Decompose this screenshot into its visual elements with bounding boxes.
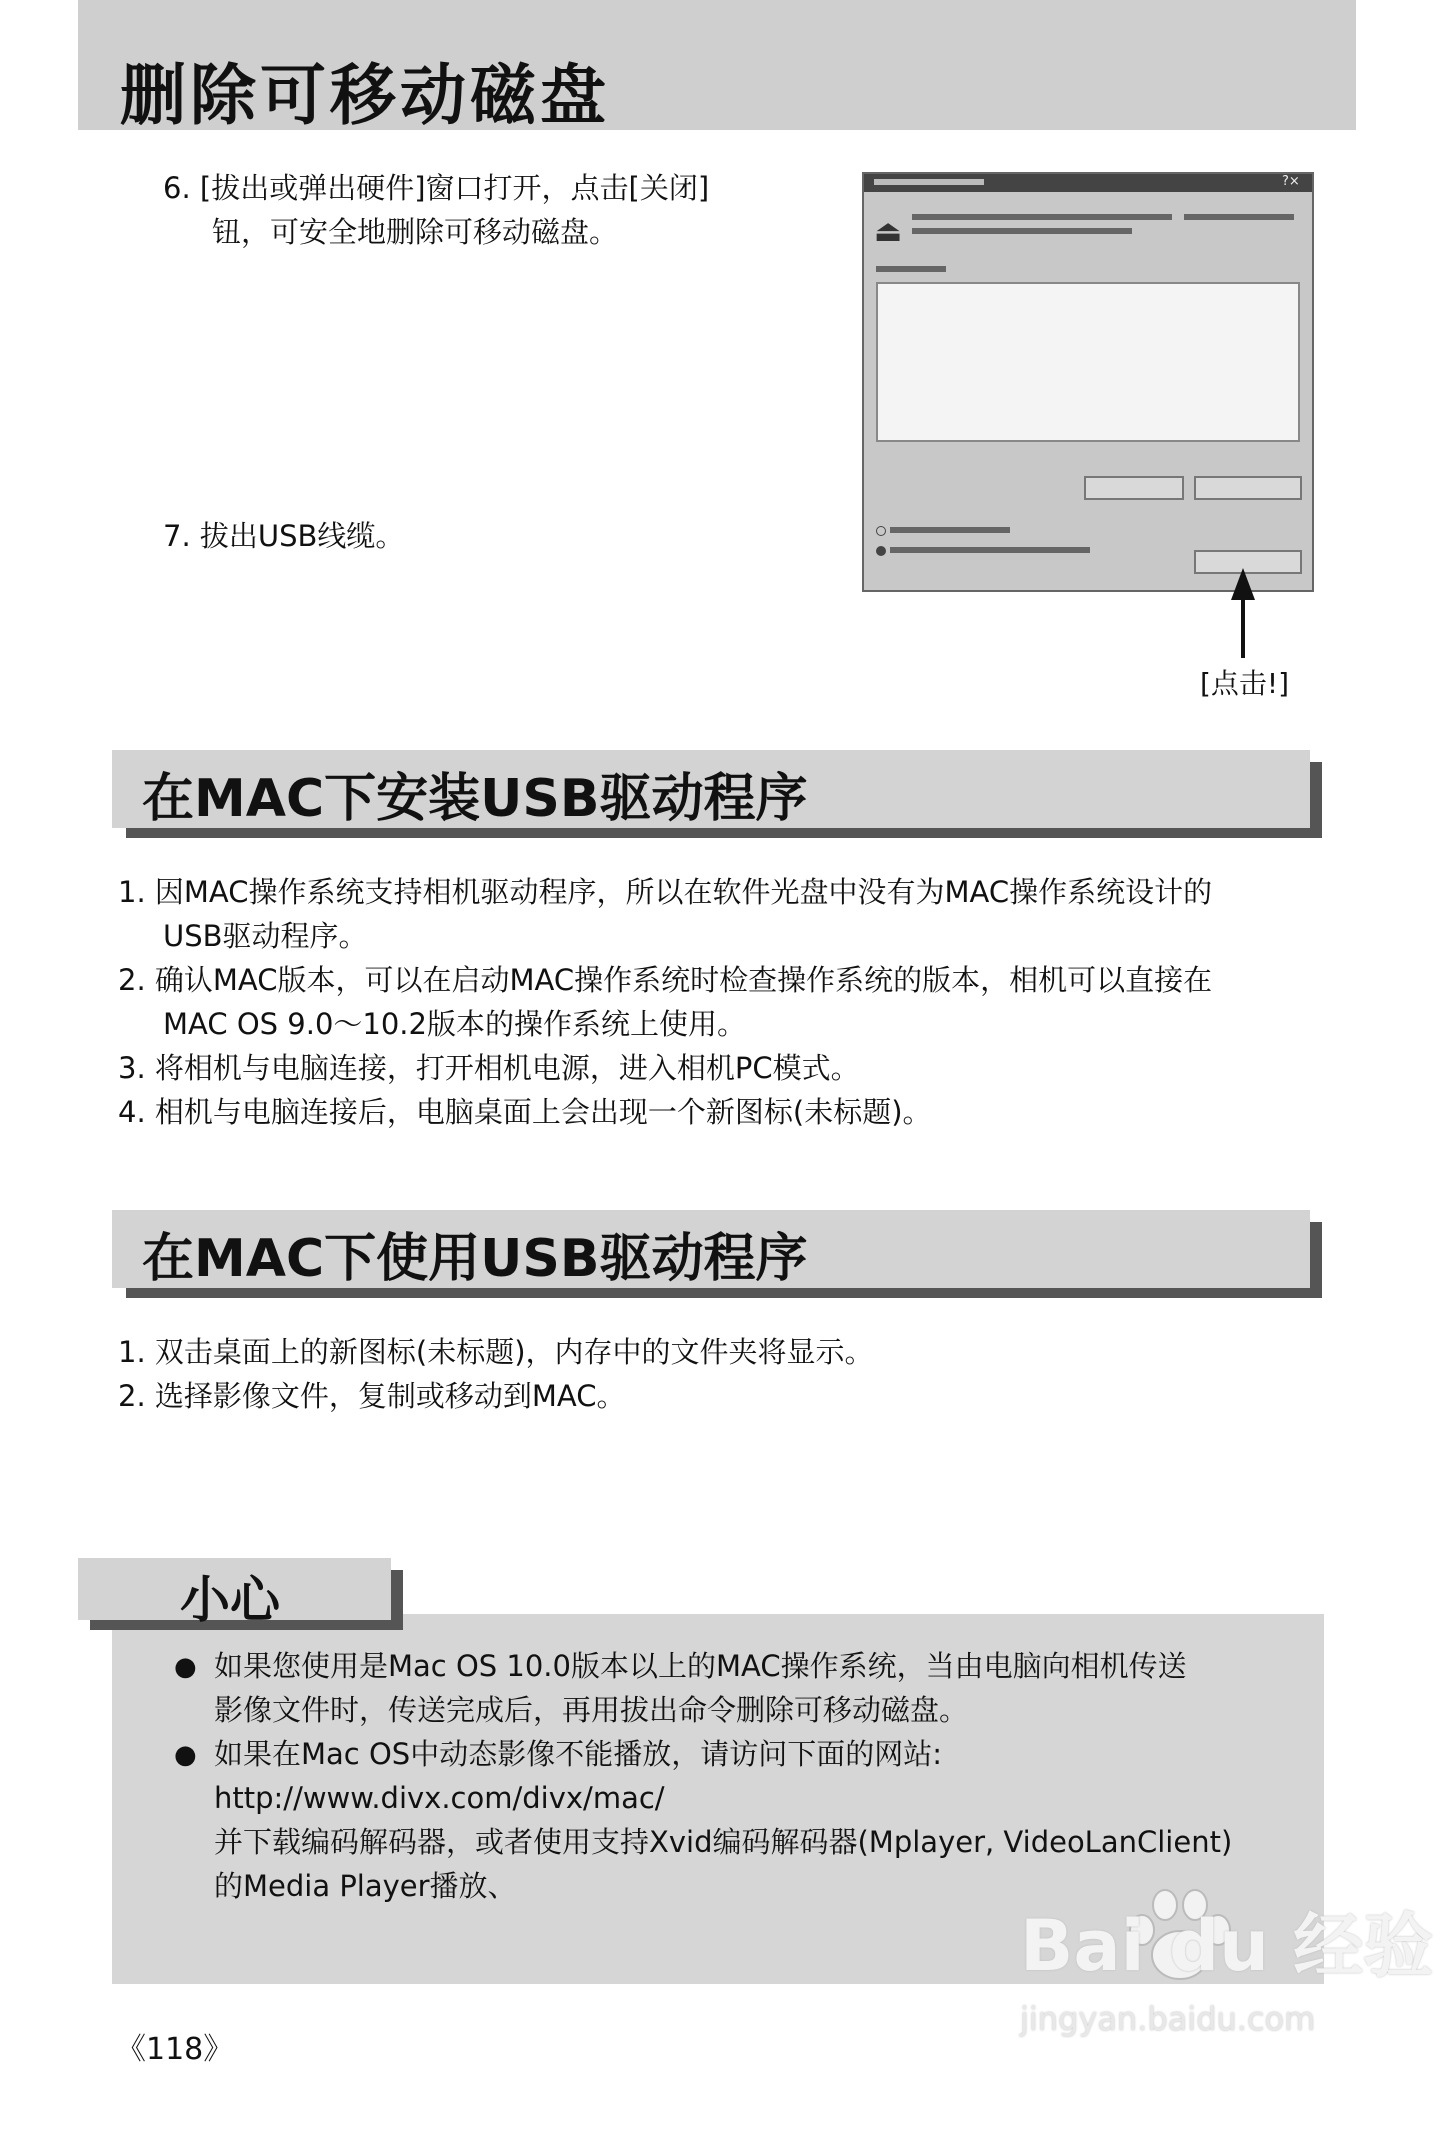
dialog-option-text-2 [890, 547, 1090, 553]
install-line-3: 3. 将相机与电脑连接，打开相机电源，进入相机PC模式。 [118, 1051, 860, 1085]
unplug-eject-dialog-image [862, 172, 1314, 592]
install-line-1: 1. 因MAC操作系统支持相机驱动程序，所以在软件光盘中没有为MAC操作系统设计的 [118, 875, 1213, 909]
hardware-eject-icon: ⏏ [874, 214, 903, 249]
arrow-up-icon [1231, 568, 1255, 600]
dialog-properties-button [1084, 476, 1184, 500]
dialog-option-radio-1 [876, 526, 886, 536]
install-line-4: 4. 相机与电脑连接后，电脑桌面上会出现一个新图标(未标题)。 [118, 1095, 932, 1129]
install-line-2: 2. 确认MAC版本，可以在启动MAC操作系统时检查操作系统的版本，相机可以直接在 [118, 963, 1213, 997]
dialog-list-label [876, 266, 946, 272]
dialog-title-text [874, 179, 984, 185]
step6-line1: 6. [拔出或弹出硬件]窗口打开，点击[关闭] [163, 171, 710, 205]
page-title: 删除可移动磁盘 [120, 57, 610, 134]
section-install-title: 在MAC下安装USB驱动程序 [142, 769, 808, 829]
use-line-1: 1. 双击桌面上的新图标(未标题)，内存中的文件夹将显示。 [118, 1335, 874, 1369]
install-line-2b: MAC OS 9.0～10.2版本的操作系统上使用。 [163, 1007, 746, 1041]
caution-line-2: 影像文件时，传送完成后，再用拔出命令删除可移动磁盘。 [214, 1693, 969, 1727]
caution-line-5: 并下载编码解码器，或者使用支持Xvid编码解码器(Mplayer, VideoLanClient) [214, 1825, 1233, 1859]
arrow-shaft [1241, 598, 1245, 658]
install-line-1b: USB驱动程序。 [163, 919, 368, 953]
step7-line: 7. 拔出USB线缆。 [163, 519, 405, 553]
dialog-close-icon: ?× [1282, 174, 1300, 189]
bullet-2-icon: ● [174, 1740, 197, 1770]
bullet-1-icon: ● [174, 1652, 197, 1682]
dialog-option-text-1 [890, 527, 1010, 533]
dialog-desc-line3 [1184, 214, 1294, 220]
step6-line2: 钮，可安全地删除可移动磁盘。 [212, 215, 619, 249]
caution-line-6: 的Media Player播放、 [214, 1869, 517, 1903]
page-number: 《118》 [116, 2032, 234, 2067]
section-use-title: 在MAC下使用USB驱动程序 [142, 1229, 808, 1289]
caution-line-1: 如果您使用是Mac OS 10.0版本以上的MAC操作系统，当由电脑向相机传送 [214, 1649, 1187, 1683]
caution-title: 小心 [180, 1571, 280, 1629]
dialog-desc-line2 [912, 228, 1132, 234]
dialog-stop-button [1194, 476, 1302, 500]
dialog-desc-line1 [912, 214, 1172, 220]
hardware-device-list [876, 282, 1300, 442]
caution-line-3: 如果在Mac OS中动态影像不能播放，请访问下面的网站: [214, 1737, 942, 1771]
watermark-url: jingyan.baidu.com [1020, 2000, 1316, 2038]
caution-url: http://www.divx.com/divx/mac/ [214, 1781, 665, 1815]
click-label: [点击!] [1200, 667, 1290, 700]
use-line-2: 2. 选择影像文件，复制或移动到MAC。 [118, 1379, 626, 1413]
dialog-option-radio-2 [876, 546, 886, 556]
watermark-brand: Bai du 经验 [1020, 1905, 1434, 1987]
